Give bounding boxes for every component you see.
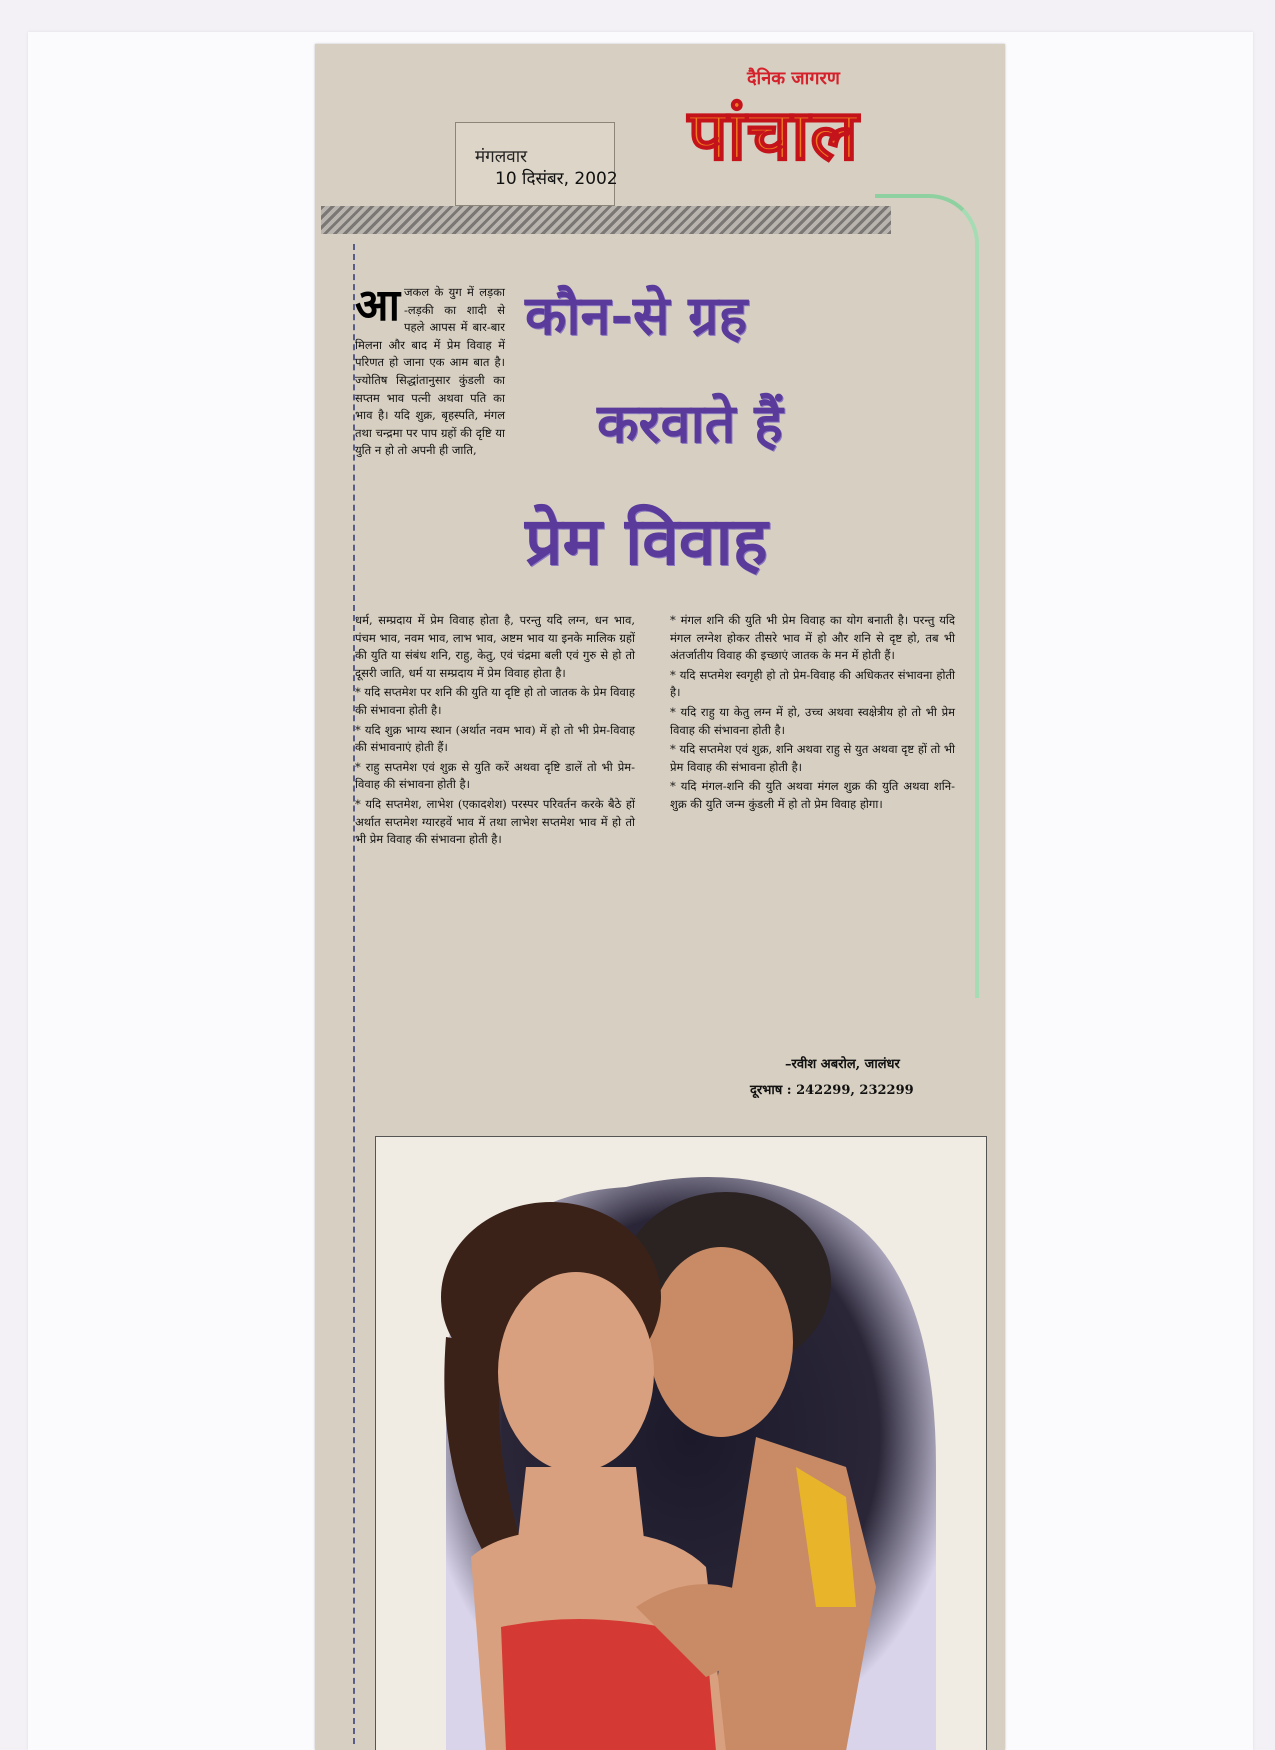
drop-cap: आ [355, 280, 400, 331]
paragraph: * यदि राहु या केतु लग्न में हो, उच्च अथवा स्वक्षेत्रीय हो तो भी प्रेम विवाह की संभावना होती है। [670, 704, 955, 737]
issue-day: मंगलवार [475, 147, 528, 167]
paragraph: * यदि सप्तमेश स्वगृही हो तो प्रेम-विवाह की अधिकतर संभावना होती है। [670, 667, 955, 700]
intro-text: जकल के युग में लड़का -लड़की का शादी से पहले आपस में बार-बार मिलना और बाद में प्रेम विवाह में परिणत हो जाना एक आम बात है। ज्योतिष सिद्धांतानुसार कुंडली का सप्तम भाव पत्नी अथवा पति का भाव है। यदि शुक्र, बृहस्पति, मंगल तथा चन्द्रमा पर पाप ग्रहों की दृष्टि या युति न हो तो अपनी ही जाति, [355, 285, 505, 458]
article-intro [355, 280, 505, 460]
section-logo: पांचाल [688, 94, 859, 176]
paragraph: * यदि शुक्र भाग्य स्थान (अर्थात नवम भाव) में हो तो भी प्रेम-विवाह की संभावनाएं होती हैं। [355, 722, 635, 755]
article-column-right [670, 612, 955, 816]
paragraph: धर्म, सम्प्रदाय में प्रेम विवाह होता है, परन्तु यदि लग्न, धन भाव, पंचम भाव, नवम भाव, लाभ भाव, अष्टम भाव या इनके मालिक ग्रहों की युति या संबंध शनि, राहु, केतु, एवं चंद्रमा बली एवं गुरु से हो तो दूसरी जाति, धर्म या सम्प्रदाय में प्रेम विवाह होता है। [355, 613, 635, 680]
paragraph: * राहु सप्तमेश एवं शुक्र से युति करें अथवा दृष्टि डालें तो भी प्रेम-विवाह की संभावना होती है। [355, 759, 635, 792]
headline-line-1: कौन-से ग्रह [525, 283, 748, 347]
paragraph: * यदि सप्तमेश, लाभेश (एकादशेश) परस्पर परिवर्तन करके बैठे हों अर्थात सप्तमेश ग्यारहवें भाव में तथा लाभेश सप्तमेश भाव में हो तो भी प्रेम विवाह की संभावना होती है। [355, 796, 635, 847]
paragraph: * यदि मंगल-शनि की युति अथवा मंगल शुक्र की युति अथवा शनि-शुक्र की युति जन्म कुंडली में हो तो प्रेम विवाह होगा। [670, 779, 955, 811]
couple-photo-illustration [376, 1137, 986, 1750]
headline-line-3: प्रेम विवाह [525, 502, 768, 580]
dotted-column-rule [353, 244, 355, 1744]
paragraph: * यदि सप्तमेश एवं शुक्र, शनि अथवा राहु से युत अथवा दृष्ट हों तो भी प्रेम विवाह की संभावना होती है। [670, 742, 955, 774]
author-phone: दूरभाष : 242299, 232299 [750, 1083, 914, 1098]
newspaper-clipping [315, 44, 1005, 1750]
newspaper-name: दैनिक जागरण [747, 68, 840, 89]
issue-date: 10 दिसंबर, 2002 [495, 169, 618, 189]
headline-line-2: करवाते हैं [597, 391, 783, 455]
decorative-frame [875, 194, 979, 998]
couple-photo [375, 1136, 987, 1750]
article-column-left [355, 612, 635, 851]
hatched-divider [321, 206, 891, 234]
author-byline: –रवीश अबरोल, जालंधर [785, 1057, 900, 1072]
paragraph: * मंगल शनि की युति भी प्रेम विवाह का योग बनाती है। परन्तु यदि मंगल लग्नेश होकर तीसरे भाव में हो और शनि से दृष्ट हो, तब भी अंतर्जातीय विवाह की इच्छाएं जातक के मन में होती हैं। [670, 613, 955, 663]
paragraph: * यदि सप्तमेश पर शनि की युति या दृष्टि हो तो जातक के प्रेम विवाह की संभावना होती है। [355, 685, 635, 717]
